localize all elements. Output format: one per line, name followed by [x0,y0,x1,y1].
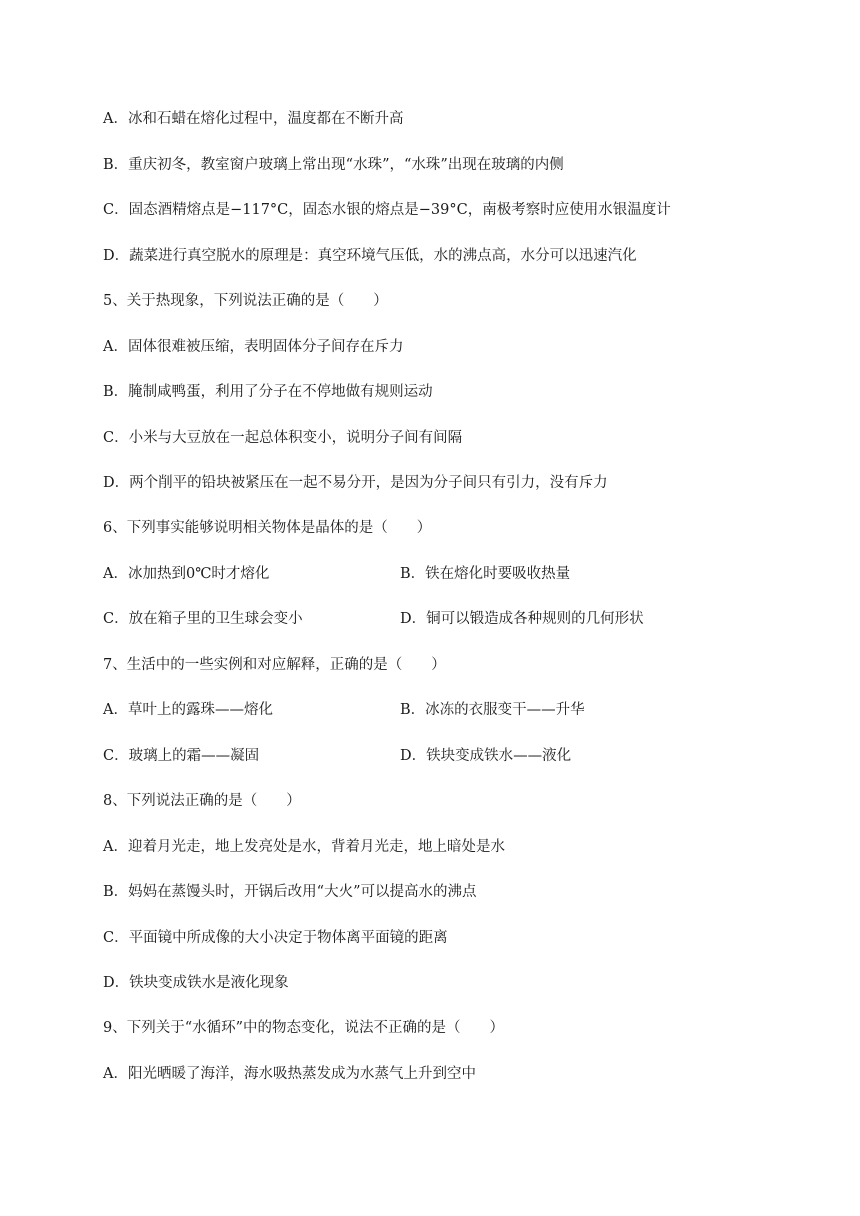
q8-option-d: D．铁块变成铁水是液化现象 [103,975,289,991]
q8-option-b: B．妈妈在蒸馒头时，开锅后改用“大火”可以提高水的沸点 [103,884,477,900]
q4-option-b: B．重庆初冬，教室窗户玻璃上常出现“水珠”，“水珠”出现在玻璃的内侧 [103,157,564,173]
q7-option-a: A．草叶上的露珠——熔化 [103,702,273,718]
q9-stem: 9、下列关于“水循环”中的物态变化，说法不正确的是（ ） [103,1020,505,1036]
q5-option-a: A．固体很难被压缩，表明固体分子间存在斥力 [103,339,404,355]
q9-option-a: A．阳光晒暖了海洋，海水吸热蒸发成为水蒸气上升到空中 [103,1066,476,1082]
q4-option-d: D．蔬菜进行真空脱水的原理是：真空环境气压低，水的沸点高，水分可以迅速汽化 [103,248,637,264]
q5-option-d: D．两个削平的铅块被紧压在一起不易分开，是因为分子间只有引力，没有斥力 [103,475,608,491]
q5-stem: 5、关于热现象，下列说法正确的是（ ） [103,293,388,309]
q4-option-c: C．固态酒精熔点是−117°C，固态水银的熔点是−39°C，南极考察时应使用水银温度计 [103,202,671,218]
q4-option-a: A．冰和石蜡在熔化过程中，温度都在不断升高 [103,111,404,127]
q6-option-d: D．铜可以锻造成各种规则的几何形状 [400,611,644,627]
q7-option-c: C．玻璃上的霜——凝固 [103,748,260,764]
q6-stem: 6、下列事实能够说明相关物体是晶体的是（ ） [103,520,432,536]
q5-option-b: B．腌制咸鸭蛋，利用了分子在不停地做有规则运动 [103,384,433,400]
q7-option-d: D．铁块变成铁水——液化 [400,748,572,764]
q8-stem: 8、下列说法正确的是（ ） [103,793,301,809]
q6-option-c: C．放在箱子里的卫生球会变小 [103,611,303,627]
q8-option-c: C．平面镜中所成像的大小决定于物体离平面镜的距离 [103,930,448,946]
q7-option-b: B．冰冻的衣服变干——升华 [400,702,585,718]
q8-option-a: A．迎着月光走，地上发亮处是水，背着月光走，地上暗处是水 [103,839,505,855]
q5-option-c: C．小米与大豆放在一起总体积变小，说明分子间有间隔 [103,430,463,446]
q6-option-b: B．铁在熔化时要吸收热量 [400,566,571,582]
q6-option-a: A．冰加热到0℃时才熔化 [103,566,270,582]
q7-stem: 7、生活中的一些实例和对应解释，正确的是（ ） [103,657,446,673]
